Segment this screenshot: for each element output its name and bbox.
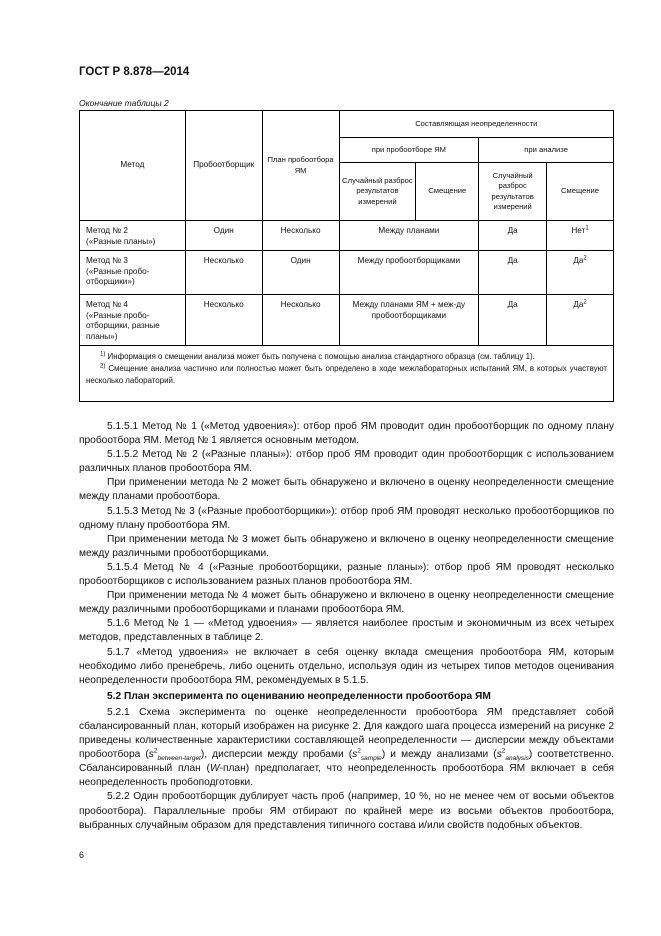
header-analysis-random: Случайный разброс результатов измерений [479, 163, 547, 221]
sampling-cell: Между планами ЯМ + меж-ду пробоотборщиками [339, 295, 479, 346]
sampler-cell: Несколько [185, 251, 262, 295]
header-sampler: Пробоотборщик [185, 111, 262, 221]
analysis-random-cell: Да [479, 221, 547, 251]
paragraph: 5.1.6 Метод № 1 — «Метод удвоения» — является наиболее простым и экономичным из всех четырех методов, представленных в таблице 2. [79, 618, 614, 644]
table-row [80, 295, 614, 346]
table-caption: Окончание таблицы 2 [79, 98, 169, 108]
uncertainty-methods-table [79, 110, 614, 402]
header-plan: План пробоотбора ЯМ [262, 111, 339, 221]
sampling-cell: Между планами [339, 221, 479, 251]
method-cell: Метод № 4 («Разные пробо-отборщики, разные планы») [80, 295, 186, 346]
header-sampling-bias: Смещение [416, 163, 479, 221]
paragraph: При применении метода № 3 может быть обнаружено и включено в оценку неопределенности смещение между различными пробоотборщиками. [79, 533, 614, 559]
paragraph: 5.2.2 Один пробоотборщик дублирует часть проб (например, 10 %, но не менее чем от восьми объектов пробоотбора). Параллельные пробы ЯМ отбирают по крайней мере из восьми объектов пробоотбора, выбранных случайным образом для представления типичного состава и/или свойств подобных объектов. [79, 791, 614, 831]
analysis-random-cell: Да [479, 251, 547, 295]
footnote-1: $^{1)}$ Информация о смещении анализа может быть получена с помощью анализа стандартного образца (см. таблицу 1). [100, 351, 535, 361]
plan-cell: Несколько [262, 295, 339, 346]
method-cell: Метод № 3 («Разные пробо-отборщики») [80, 251, 186, 295]
plan-cell: Один [262, 251, 339, 295]
footnote-2: $^{2)}$ Смещение анализа частично или полностью может быть определено в ходе межлабораторных испытаний ЯМ, в которых участвуют несколько лабораторий. [86, 363, 607, 385]
paragraph: 5.1.5.2 Метод № 2 («Разные планы»): отбор проб ЯМ проводит один пробоотборщик с использованием различных планов пробоотбора ЯМ. [79, 449, 614, 475]
paragraph: При применении метода № 2 может быть обнаружено и включено в оценку неопределенности смещение между планами пробоотбора. [79, 477, 614, 503]
paragraph: При применении метода № 4 может быть обнаружено и включено в оценку неопределенности смещение между различными пробоотборщиками и планами пробоотбора ЯМ. [79, 590, 614, 616]
analysis-bias-cell: $Да^2$ [547, 251, 614, 295]
paragraph: 5.1.7 «Метод удвоения» не включает в себя оценку вклада смещения пробоотбора ЯМ, которым необходимо либо пренебречь, либо оценить отдельно, используя один из четырех типов методов оценивания неопределенности пробоотбора ЯМ, рекомендуемых в 5.1.5. [79, 646, 614, 686]
section-heading: 5.2 План эксперимента по оцениванию неопределенности пробоотбора ЯМ [107, 690, 491, 702]
paragraph: 5.1.5.3 Метод № 3 («Разные пробоотборщики»): отбор проб ЯМ проводят несколько пробоотборщиков по одному плану пробоотбора ЯМ. [79, 505, 614, 531]
sampler-cell: Один [185, 221, 262, 251]
header-uncertainty: Составляющая неопределенности [339, 111, 613, 138]
analysis-random-cell: Да [479, 295, 547, 346]
sampler-cell: Несколько [185, 295, 262, 346]
table-row [80, 251, 614, 295]
header-analysis-bias: Смещение [547, 163, 614, 221]
method-cell: Метод № 2 («Разные планы») [80, 221, 186, 251]
paragraph: 5.1.5.1 Метод № 1 («Метод удвоения»): отбор проб ЯМ проводит один пробоотборщик по одному плану пробоотбора ЯМ. Метод № 1 является основным методом. [79, 421, 614, 447]
analysis-bias-cell: $Да^2$ [547, 295, 614, 346]
analysis-bias-cell: Нет$^1$ [547, 221, 614, 251]
table-row [80, 221, 614, 251]
paragraph: 5.1.5.4 Метод № 4 («Разные пробоотборщики, разные планы»): отбор проб ЯМ проводят несколько пробоотборщиков с использованием разных планов пробоотбора ЯМ. [79, 561, 614, 588]
page-number: 6 [79, 850, 85, 860]
header-at-sampling: при пробоотборе ЯМ [339, 138, 479, 163]
header-method: Метод [80, 111, 186, 221]
table-footnotes [80, 346, 614, 402]
header-sampling-random: Случайный разброс результатов измерений [339, 163, 416, 221]
header-at-analysis: при анализе [479, 138, 614, 163]
plan-cell: Несколько [262, 221, 339, 251]
body-text [79, 420, 614, 833]
document-header: ГОСТ Р 8.878—2014 [79, 66, 190, 78]
sampling-cell: Между пробоотборщиками [339, 251, 479, 295]
paragraph: 5.2.1 Схема эксперимента по оценке неопределенности пробоотбора ЯМ представляет собой сбалансированный план, который изображен на рисунке 2. Для каждого шага процесса измерений на рисунке 2 приведены количественные характеристики составляющей неопределенности — дисперсии между объектами пробоотбора $(s^2_{between-target})$, дисперсии между пробами $(s^2_{sample})$ и между анализами $(s^2_{analysis})$ соответственно. Сбалансированный план (W-план) предполагает, что неопределенность пробоотбора ЯМ включает в себя неопределенность пробоподготовки. [79, 706, 615, 789]
